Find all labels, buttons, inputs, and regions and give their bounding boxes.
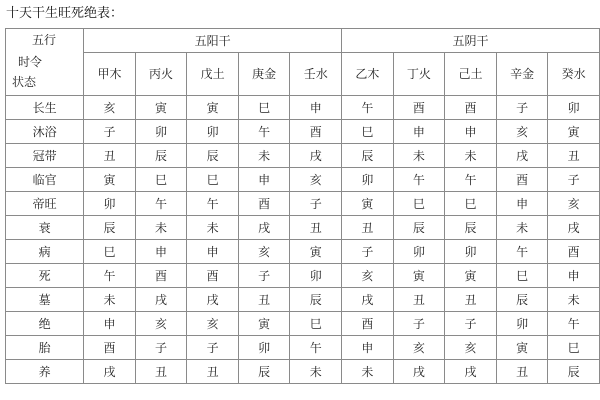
yang-stems-group-header: 五阳干 [84,29,342,53]
state-label-cell: 绝 [6,312,84,336]
branch-cell: 未 [393,144,445,168]
branch-cell: 午 [135,192,187,216]
branch-cell: 子 [445,312,497,336]
branch-cell: 午 [187,192,239,216]
branch-cell: 戌 [290,144,342,168]
branch-cell: 未 [548,288,600,312]
branch-cell: 子 [496,96,548,120]
table-row [6,96,600,120]
branch-cell: 辰 [496,288,548,312]
branch-cell: 戌 [84,360,136,384]
branch-cell: 申 [496,192,548,216]
table-row [6,216,600,240]
branch-cell: 戌 [393,360,445,384]
branch-cell: 酉 [187,264,239,288]
branch-cell: 寅 [393,264,445,288]
branch-cell: 未 [135,216,187,240]
branch-cell: 辰 [187,144,239,168]
branch-cell: 酉 [445,96,497,120]
branch-cell: 丑 [135,360,187,384]
corner-label-shiling: 时令 [18,55,43,69]
branch-cell: 申 [290,96,342,120]
branch-cell: 寅 [496,336,548,360]
branch-cell: 未 [496,216,548,240]
branch-cell: 卯 [238,336,290,360]
state-label-cell: 墓 [6,288,84,312]
branch-cell: 寅 [548,120,600,144]
branch-cell: 亥 [393,336,445,360]
branch-cell: 戌 [342,288,394,312]
state-label-cell: 长生 [6,96,84,120]
table-title: 十天干生旺死绝表： [6,6,124,21]
branch-cell: 寅 [342,192,394,216]
ganzhi-table [5,28,600,384]
branch-cell: 巳 [84,240,136,264]
branch-cell: 申 [393,120,445,144]
branch-cell: 子 [84,120,136,144]
branch-cell: 卯 [187,120,239,144]
branch-cell: 辰 [84,216,136,240]
table-row [6,288,600,312]
branch-cell: 亥 [342,264,394,288]
table-row [6,144,600,168]
branch-cell: 寅 [135,96,187,120]
branch-cell: 卯 [496,312,548,336]
branch-cell: 申 [342,336,394,360]
branch-cell: 戌 [135,288,187,312]
branch-cell: 卯 [135,120,187,144]
branch-cell: 丑 [496,360,548,384]
branch-cell: 辰 [135,144,187,168]
stem-header-cell: 庚金 [238,53,290,96]
branch-cell: 午 [290,336,342,360]
branch-cell: 巳 [342,120,394,144]
branch-cell: 卯 [393,240,445,264]
branch-cell: 卯 [290,264,342,288]
branch-cell: 未 [238,144,290,168]
stem-header-cell: 辛金 [496,53,548,96]
corner-header-cell [6,29,84,96]
state-label-cell: 冠带 [6,144,84,168]
stem-header-cell: 丁火 [393,53,445,96]
stem-header-cell: 壬水 [290,53,342,96]
branch-cell: 子 [342,240,394,264]
state-label-cell: 死 [6,264,84,288]
branch-cell: 辰 [393,216,445,240]
state-label-cell: 病 [6,240,84,264]
branch-cell: 午 [393,168,445,192]
branch-cell: 申 [238,168,290,192]
branch-cell: 子 [393,312,445,336]
branch-cell: 申 [84,312,136,336]
branch-cell: 申 [187,240,239,264]
table-row [6,192,600,216]
table-row [6,168,600,192]
branch-cell: 亥 [187,312,239,336]
branch-cell: 亥 [290,168,342,192]
branch-cell: 丑 [238,288,290,312]
branch-cell: 子 [135,336,187,360]
branch-cell: 戌 [548,216,600,240]
branch-cell: 辰 [342,144,394,168]
state-label-cell: 帝旺 [6,192,84,216]
branch-cell: 辰 [445,216,497,240]
branch-cell: 巳 [393,192,445,216]
branch-cell: 寅 [187,96,239,120]
corner-label-zhuangtai: 状态 [12,75,37,89]
branch-cell: 丑 [84,144,136,168]
table-row [6,120,600,144]
branch-cell: 辰 [290,288,342,312]
branch-cell: 巳 [238,96,290,120]
branch-cell: 巳 [496,264,548,288]
branch-cell: 丑 [445,288,497,312]
branch-cell: 寅 [290,240,342,264]
branch-cell: 辰 [238,360,290,384]
branch-cell: 戌 [445,360,497,384]
branch-cell: 戌 [238,216,290,240]
branch-cell: 酉 [290,120,342,144]
branch-cell: 酉 [238,192,290,216]
branch-cell: 申 [135,240,187,264]
state-label-cell: 衰 [6,216,84,240]
branch-cell: 寅 [445,264,497,288]
stem-header-cell: 戊土 [187,53,239,96]
branch-cell: 未 [290,360,342,384]
branch-cell: 酉 [84,336,136,360]
branch-cell: 申 [445,120,497,144]
corner-label-wuxing: 五行 [32,33,57,47]
table-row [6,360,600,384]
branch-cell: 卯 [84,192,136,216]
branch-cell: 午 [238,120,290,144]
branch-cell: 戌 [496,144,548,168]
branch-cell: 酉 [496,168,548,192]
stem-header-cell: 乙木 [342,53,394,96]
branch-cell: 寅 [238,312,290,336]
branch-cell: 子 [187,336,239,360]
branch-cell: 巳 [135,168,187,192]
branch-cell: 酉 [548,240,600,264]
branch-cell: 未 [84,288,136,312]
state-label-cell: 养 [6,360,84,384]
branch-cell: 亥 [84,96,136,120]
branch-cell: 子 [290,192,342,216]
stem-header-cell: 己土 [445,53,497,96]
branch-cell: 子 [238,264,290,288]
branch-cell: 卯 [445,240,497,264]
branch-cell: 酉 [342,312,394,336]
branch-cell: 寅 [84,168,136,192]
branch-cell: 卯 [342,168,394,192]
branch-cell: 申 [548,264,600,288]
branch-cell: 午 [496,240,548,264]
branch-cell: 丑 [290,216,342,240]
state-label-cell: 临官 [6,168,84,192]
table-row [6,240,600,264]
branch-cell: 亥 [496,120,548,144]
branch-cell: 亥 [238,240,290,264]
stem-header-cell: 癸水 [548,53,600,96]
branch-cell: 子 [548,168,600,192]
branch-cell: 亥 [548,192,600,216]
branch-cell: 丑 [342,216,394,240]
branch-cell: 丑 [187,360,239,384]
branch-cell: 巳 [445,192,497,216]
branch-cell: 丑 [548,144,600,168]
branch-cell: 卯 [548,96,600,120]
branch-cell: 酉 [135,264,187,288]
branch-cell: 未 [342,360,394,384]
stem-header-cell: 甲木 [84,53,136,96]
table-row [6,264,600,288]
state-label-cell: 胎 [6,336,84,360]
state-label-cell: 沐浴 [6,120,84,144]
branch-cell: 午 [342,96,394,120]
branch-cell: 辰 [548,360,600,384]
branch-cell: 丑 [393,288,445,312]
table-row [6,312,600,336]
branch-cell: 巳 [290,312,342,336]
table-row [6,336,600,360]
branch-cell: 巳 [548,336,600,360]
branch-cell: 巳 [187,168,239,192]
branch-cell: 亥 [445,336,497,360]
branch-cell: 未 [445,144,497,168]
yin-stems-group-header: 五阴干 [342,29,600,53]
branch-cell: 午 [84,264,136,288]
branch-cell: 午 [548,312,600,336]
branch-cell: 午 [445,168,497,192]
branch-cell: 未 [187,216,239,240]
branch-cell: 亥 [135,312,187,336]
branch-cell: 酉 [393,96,445,120]
stem-header-cell: 丙火 [135,53,187,96]
branch-cell: 戌 [187,288,239,312]
